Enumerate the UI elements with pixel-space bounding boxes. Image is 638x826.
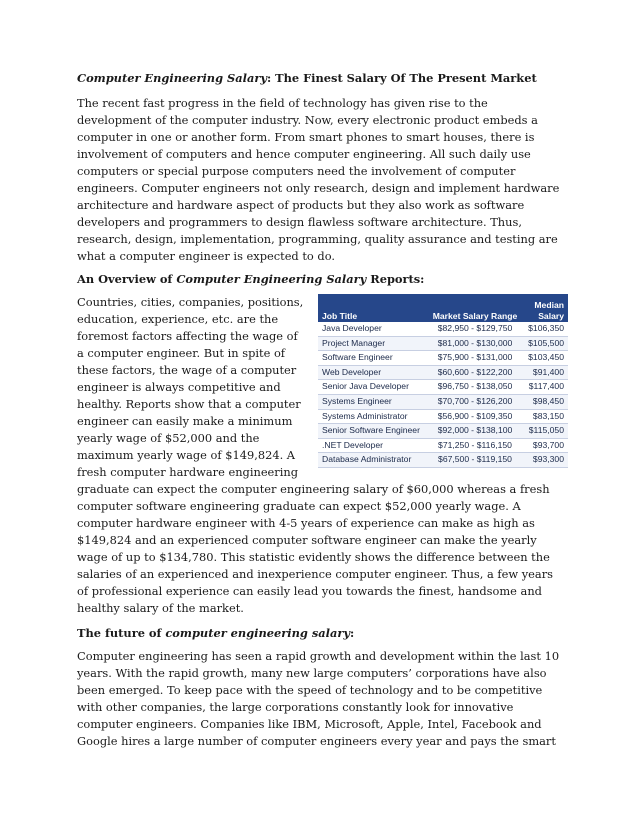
salary-table-header — [318, 294, 568, 322]
cell-median-salary: $103,450 — [523, 351, 568, 366]
header-salary-range: Market Salary Range — [427, 294, 522, 322]
salary-table — [318, 294, 568, 468]
cell-job-title: Systems Administrator — [318, 409, 427, 424]
cell-salary-range: $75,900 - $131,000 — [427, 351, 522, 366]
cell-job-title: .NET Developer — [318, 438, 427, 453]
header-median-line2: Salary — [538, 311, 564, 321]
cell-job-title: Systems Engineer — [318, 394, 427, 409]
future-heading — [77, 625, 563, 642]
cell-salary-range: $92,000 - $138,100 — [427, 424, 522, 439]
future-heading-suffix: : — [349, 626, 355, 640]
cell-job-title: Project Manager — [318, 336, 427, 351]
overview-heading-suffix: Reports: — [366, 272, 425, 286]
cell-median-salary: $117,400 — [523, 380, 568, 395]
cell-salary-range: $70,700 - $126,200 — [427, 394, 522, 409]
future-heading-emphasis: computer engineering salary — [165, 626, 350, 640]
overview-paragraph: Countries, cities, companies, positions, education, experience, etc. are the foremost factors affecting the wage of a computer engineer. But in spite of these factors, the wage of a computer engineer is always competitive and healthy. Reports show that a computer engineer can easily make a minimum yearly wage of $52,000 and the maximum yearly wage of $149,824. A fresh computer hardware engineering graduate can expect the computer engineering salary of $60,000 whereas a fresh computer software engineering graduate can expect $52,000 yearly wage. A computer hardware engineer with 4-5 years of experience can make as high as $149,824 and an experienced computer software engineer can make the yearly wage of up to $134,780. This statistic evidently shows the difference between the salaries of an experienced and inexperience computer engineer. Thus, a few years of professional experience can easily lead you towards the finest, handsome and healthy salary of the market. — [77, 295, 553, 615]
cell-median-salary: $98,450 — [523, 394, 568, 409]
table-row — [318, 336, 568, 351]
overview-heading-prefix: An Overview of — [77, 272, 177, 286]
cell-salary-range: $56,900 - $109,350 — [427, 409, 522, 424]
table-row — [318, 438, 568, 453]
table-row — [318, 380, 568, 395]
cell-median-salary: $91,400 — [523, 365, 568, 380]
title-rest: : The Finest Salary Of The Present Market — [266, 71, 537, 85]
title-emphasis: Computer Engineering Salary — [77, 71, 267, 85]
salary-table-figure — [318, 294, 568, 468]
cell-median-salary: $93,300 — [523, 453, 568, 468]
table-row — [318, 394, 568, 409]
overview-heading-emphasis: Computer Engineering Salary — [176, 272, 367, 286]
table-row — [318, 365, 568, 380]
cell-job-title: Senior Java Developer — [318, 380, 427, 395]
cell-median-salary: $83,150 — [523, 409, 568, 424]
table-row — [318, 453, 568, 468]
document-page — [77, 70, 563, 756]
future-heading-prefix: The future of — [77, 626, 166, 640]
table-row — [318, 424, 568, 439]
cell-job-title: Java Developer — [318, 322, 427, 336]
table-row — [318, 409, 568, 424]
table-row — [318, 351, 568, 366]
table-row — [318, 322, 568, 336]
cell-median-salary: $93,700 — [523, 438, 568, 453]
future-paragraph: Computer engineering has seen a rapid growth and development within the last 10 years. With the rapid growth, many new large computers’ corporations have also been emerged. To keep pace with the speed of technology and to be competitive with other companies, the large corporations constantly look for innovative computer engineers. Companies like IBM, Microsoft, Apple, Intel, Facebook and Google hires a large number of computer engineers every year and pays the smart — [77, 649, 560, 748]
cell-median-salary: $115,050 — [523, 424, 568, 439]
overview-heading — [77, 271, 563, 288]
cell-salary-range: $81,000 - $130,000 — [427, 336, 522, 351]
cell-job-title: Web Developer — [318, 365, 427, 380]
cell-job-title: Database Administrator — [318, 453, 427, 468]
cell-salary-range: $60,600 - $122,200 — [427, 365, 522, 380]
header-median-salary — [523, 294, 568, 322]
cell-job-title: Software Engineer — [318, 351, 427, 366]
cell-job-title: Senior Software Engineer — [318, 424, 427, 439]
intro-paragraph: The recent fast progress in the field of technology has given rise to the development of the computer industry. Now, every electronic product embeds a computer in one or another form. From smart phones to smart houses, there is involvement of computers and hence computer engineering. All such daily use computers or special purpose computers need the involvement of computer engineers. Computer engineers not only research, design and implement hardware architecture and hardware aspect of products but they also work as software developers and programmers to design flawless software architecture. Thus, research, design, implementation, programming, quality assurance and testing are what a computer engineer is expected to do. — [77, 96, 560, 263]
cell-salary-range: $67,500 - $119,150 — [427, 453, 522, 468]
cell-median-salary: $106,350 — [523, 322, 568, 336]
document-title — [77, 70, 563, 87]
header-job-title: Job Title — [318, 294, 427, 322]
header-median-line1: Median — [534, 300, 564, 310]
cell-salary-range: $96,750 - $138,050 — [427, 380, 522, 395]
cell-salary-range: $71,250 - $116,150 — [427, 438, 522, 453]
cell-salary-range: $82,950 - $129,750 — [427, 322, 522, 336]
cell-median-salary: $105,500 — [523, 336, 568, 351]
salary-table-body — [318, 322, 568, 467]
